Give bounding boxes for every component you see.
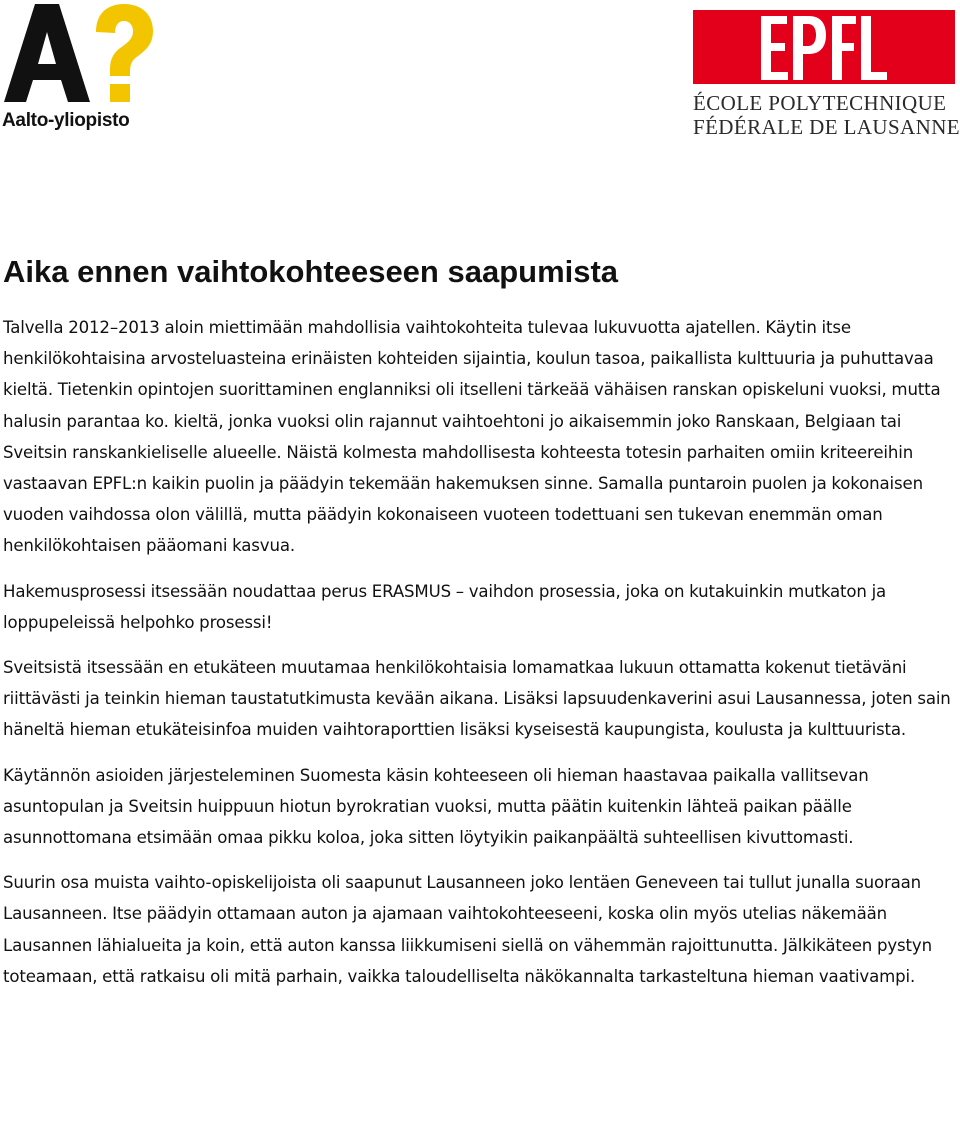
paragraph: Talvella 2012–2013 aloin miettimään mahdollisia vaihtokohteita tulevaa lukuvuotta ajatellen. Käytin itse henkilökohtaisina arvosteluasteina erinäisten kohteiden sijaintia, koulun tasoa, paikallista kulttuuria ja puhuttavaa kieltä. Tietenkin opintojen suorittaminen englanniksi oli itselleni tärkeää vähäisen ranskan opiskeluni vuoksi, mutta halusin parantaa ko. kieltä, jonka vuoksi olin rajannut vaihtoehtoni jo aikaisemmin joko Ranskaan, Belgiaan tai Sveitsin ranskankieliselle alueelle. Näistä kolmesta mahdollisesta kohteesta totesin parhaiten omiin kriteereihin vastaavan EPFL:n kaikin puolin ja päädyin tekemään hakemuksen sinne. Samalla puntaroin puolen ja kokonaisen vuoden vaihdossa olon välillä, mutta päädyin kokonaiseen vuoteen todettuani sen tukevan enemmän oman henkilökohtaisen pääomani kasvua. [3,318,941,556]
document-title: Aika ennen vaihtokohteeseen saapumista [3,254,619,289]
aalto-a-question-mark-icon [2,2,154,102]
document-body [3,251,953,1006]
aalto-logo-text: Aalto-yliopisto [2,110,130,131]
epfl-wordmark-icon [693,10,955,84]
epfl-logo-line1: ÉCOLE POLYTECHNIQUE [693,91,947,115]
paragraph: Käytännön asioiden järjesteleminen Suomesta käsin kohteeseen oli hieman haastavaa paikalla vallitsevan asuntopulan ja Sveitsin huippuun hiotun byrokratian vuoksi, mutta päätin kuitenkin lähteä paikan päälle asunnottomana etsimään omaa pikku koloa, joka sitten löytyikin paikanpäältä suhteellisen kivuttomasti. [3,765,869,848]
paragraph: Suurin osa muista vaihto-opiskelijoista oli saapunut Lausanneen joko lentäen Geneveen tai tullut junalla suoraan Lausanneen. Itse päädyin ottamaan auton ja ajamaan vaihtokohteeseeni, koska olin myös utelias näkemään Lausannen lähialueita ja koin, että auton kanssa liikkumiseni siellä on vähemmän rajoittunutta. Jälkikäteen pystyn toteamaan, että ratkaisu oli mitä parhain, vaikka taloudelliselta näkökannalta tarkasteltuna hieman vaativampi. [3,873,932,986]
epfl-logo-line2: FÉDÉRALE DE LAUSANNE [693,115,960,139]
paragraph: Hakemusprosessi itsessään noudattaa perus ERASMUS – vaihdon prosessia, joka on kutakuinkin mutkaton ja loppupeleissä helpohko prosessi! [3,581,887,632]
paragraph: Sveitsistä itsessään en etukäteen muutamaa henkilökohtaisia lomamatkaa lukuun ottamatta kokenut tietäväni riittävästi ja teinkin hieman taustatutkimusta kevään aikana. Lisäksi lapsuudenkaverini asui Lausannessa, joten sain häneltä hieman etukäteisinfoa muiden vaihtoraporttien lisäksi kyseisestä kaupungista, koulusta ja kulttuurista. [3,658,951,740]
epfl-logo [693,10,960,139]
aalto-logo [2,2,152,136]
